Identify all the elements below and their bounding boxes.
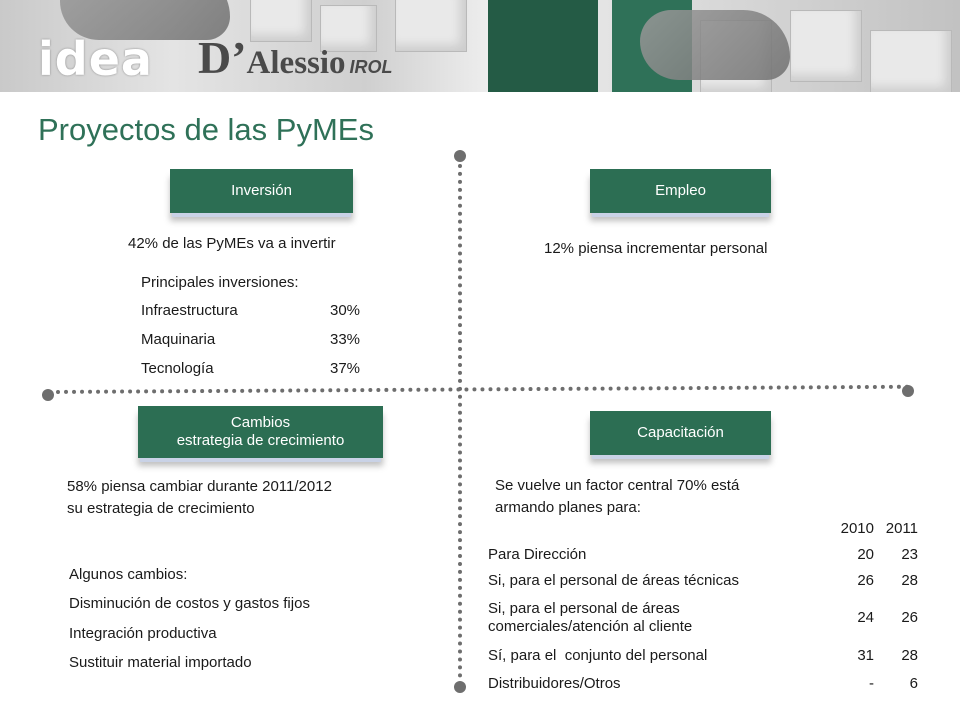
- row-value-2010: 20: [857, 546, 874, 563]
- row-value-2011: 6: [909, 675, 918, 692]
- idea-logo: idea: [38, 32, 153, 86]
- column-header-2010: 2010: [840, 520, 874, 537]
- row-value-2011: 28: [901, 647, 918, 664]
- cambios-summary-line1: 58% piensa cambiar durante 2011/2012: [67, 478, 332, 495]
- inversion-header: Inversión: [170, 169, 353, 213]
- table-row: [488, 642, 918, 670]
- logo-d-letter: D’: [198, 32, 247, 83]
- logo-name: Alessio: [246, 45, 346, 81]
- cube-decoration: [870, 30, 952, 92]
- inversion-item-label: Tecnología: [141, 360, 214, 377]
- table-header-empty: [488, 516, 828, 542]
- row-label: Para Dirección: [488, 546, 587, 563]
- inversion-item: [141, 331, 360, 349]
- inversion-item: [141, 360, 360, 378]
- capacitacion-intro-line2: armando planes para:: [495, 499, 641, 516]
- row-value-2011: 23: [901, 546, 918, 563]
- divider-endpoint-bottom: [454, 681, 466, 693]
- hand-image-right: [640, 10, 790, 80]
- divider-endpoint-left: [42, 389, 54, 401]
- cambios-header: [138, 406, 383, 458]
- inversion-item: [141, 302, 360, 320]
- row-value-2010: 24: [857, 609, 874, 626]
- cambios-item: Sustituir material importado: [69, 654, 252, 671]
- inversion-item-label: Infraestructura: [141, 302, 238, 319]
- cambios-summary-line2: su estrategia de crecimiento: [67, 500, 255, 517]
- divider-endpoint-top: [454, 150, 466, 162]
- inversion-list-title: Principales inversiones:: [141, 274, 299, 291]
- row-value-2010: -: [869, 675, 874, 692]
- cube-decoration: [790, 10, 862, 82]
- row-value-2011: 28: [901, 572, 918, 589]
- cube-decoration: [250, 0, 312, 42]
- row-value-2010: 31: [857, 647, 874, 664]
- row-label: Distribuidores/Otros: [488, 675, 621, 692]
- logo-suffix: IROL: [349, 57, 393, 77]
- row-value-2010: 26: [857, 572, 874, 589]
- divider-endpoint-right: [902, 385, 914, 397]
- table-row: [488, 542, 918, 568]
- inversion-item-label: Maquinaria: [141, 331, 216, 348]
- header-banner: [0, 0, 960, 92]
- row-label: Si, para el personal de áreas comerciales/atención al cliente: [488, 600, 693, 635]
- table-row: [488, 670, 918, 698]
- inversion-summary: 42% de las PyMEs va a invertir: [128, 235, 336, 252]
- capacitacion-intro-line1: Se vuelve un factor central 70% está: [495, 477, 740, 494]
- page-title: Proyectos de las PyMEs: [38, 112, 374, 147]
- cambios-item: Integración productiva: [69, 625, 217, 642]
- inversion-item-value: 33%: [330, 331, 361, 348]
- dalessio-irol-logo: [198, 32, 393, 89]
- cambios-header-line1: Cambios: [230, 414, 291, 431]
- green-panel: [488, 0, 598, 92]
- table-header-row: [488, 516, 918, 542]
- table-row: [488, 568, 918, 594]
- horizontal-divider: [48, 385, 910, 394]
- empleo-header: Empleo: [590, 169, 771, 213]
- inversion-item-value: 37%: [330, 360, 361, 377]
- row-value-2011: 26: [901, 609, 918, 626]
- inversion-item-value: 30%: [330, 302, 361, 319]
- cambios-header-line2: estrategia de crecimiento: [176, 432, 345, 449]
- empleo-summary: 12% piensa incrementar personal: [544, 240, 768, 257]
- row-label: Sí, para el conjunto del personal: [488, 647, 708, 664]
- column-header-2011: 2011: [885, 520, 918, 537]
- cambios-list-title: Algunos cambios:: [69, 566, 188, 583]
- cambios-item: Disminución de costos y gastos fijos: [69, 595, 310, 612]
- cube-decoration: [395, 0, 467, 52]
- capacitacion-header: Capacitación: [590, 411, 771, 455]
- table-row: [488, 594, 918, 642]
- row-label: Si, para el personal de áreas técnicas: [488, 572, 739, 589]
- vertical-divider: [458, 156, 462, 686]
- capacitacion-table: [488, 516, 918, 698]
